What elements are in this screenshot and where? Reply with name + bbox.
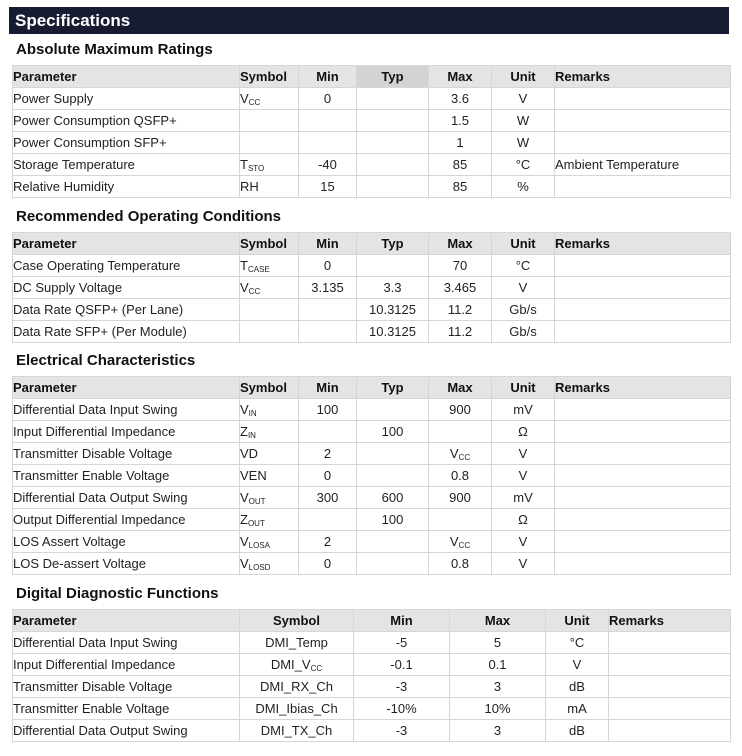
unit-cell: V [492,443,555,465]
header-max: Max [450,610,546,632]
min-cell: 0 [299,255,357,277]
header-min: Min [299,377,357,399]
max-cell: 11.2 [429,299,492,321]
parameter-cell: Transmitter Disable Voltage [13,676,240,698]
max-cell: 1 [429,132,492,154]
parameter-cell: Input Differential Impedance [13,654,240,676]
symbol-cell [240,255,299,277]
min-cell [299,110,357,132]
header-remarks: Remarks [555,66,731,88]
typ-cell [357,176,429,198]
typ-cell [357,399,429,421]
symbol-cell [240,632,354,654]
symbol-cell-subscript: CC [248,286,261,296]
table-row [13,176,731,198]
symbol-cell-main: V [240,90,249,106]
table-header [13,377,731,399]
typ-cell [357,443,429,465]
header-remarks: Remarks [555,233,731,255]
min-cell: -40 [299,154,357,176]
max-cell: 3.465 [429,277,492,299]
unit-cell: Gb/s [492,321,555,343]
unit-cell: V [492,465,555,487]
remarks-cell [555,110,731,132]
symbol-cell-subscript: CC [248,97,261,107]
symbol-cell [240,321,299,343]
table-row [13,632,731,654]
min-cell: 2 [299,443,357,465]
remarks-cell [555,531,731,553]
symbol-cell-main: DMI_V [270,656,311,672]
max-cell: 3 [450,676,546,698]
min-cell: -0.1 [354,654,450,676]
max-cell-main: V [449,533,459,549]
max-cell: 0.8 [429,553,492,575]
unit-cell: V [546,654,609,676]
parameter-cell: Data Rate QSFP+ (Per Lane) [13,299,240,321]
unit-cell: dB [546,676,609,698]
symbol-cell-subscript: OUT [247,518,265,528]
remarks-cell [555,465,731,487]
typ-cell: 10.3125 [357,321,429,343]
header-typ: Typ [357,233,429,255]
header-parameter: Parameter [13,377,240,399]
remarks-cell [555,553,731,575]
max-cell-subscript: CC [458,540,471,550]
symbol-cell-main: V [240,533,249,549]
header-max: Max [429,233,492,255]
symbol-cell [240,720,354,742]
unit-cell: V [492,531,555,553]
table-row [13,154,731,176]
min-cell [299,321,357,343]
unit-cell: mV [492,399,555,421]
max-cell: 5 [450,632,546,654]
symbol-cell [240,465,299,487]
symbol-cell-main: DMI_RX_Ch [260,678,333,694]
symbol-cell-main: T [240,257,248,273]
table-header [13,233,731,255]
symbol-cell-main: T [240,156,248,172]
parameter-cell: Output Differential Impedance [13,509,240,531]
typ-cell: 3.3 [357,277,429,299]
parameter-cell: Transmitter Enable Voltage [13,698,240,720]
max-cell: 10% [450,698,546,720]
symbol-cell-subscript: CASE [247,264,270,274]
symbol-cell-main: DMI_Ibias_Ch [255,700,338,716]
unit-cell: mV [492,487,555,509]
table-row [13,321,731,343]
typ-cell [357,465,429,487]
min-cell: 100 [299,399,357,421]
symbol-cell-subscript: LOSA [248,540,271,550]
unit-cell: °C [492,154,555,176]
symbol-cell [240,531,299,553]
min-cell [299,421,357,443]
symbol-cell-main: VD [240,445,259,461]
table-row [13,399,731,421]
section-title-absolute-maximum-ratings: Absolute Maximum Ratings [16,41,213,58]
table-row [13,255,731,277]
electrical-characteristics-table [12,376,731,575]
min-cell: -3 [354,676,450,698]
parameter-cell: Differential Data Output Swing [13,487,240,509]
table-body [13,255,731,343]
max-cell: 85 [429,176,492,198]
remarks-cell [609,698,731,720]
typ-cell [357,132,429,154]
max-cell [429,443,492,465]
unit-cell: Ω [492,509,555,531]
parameter-cell: Transmitter Disable Voltage [13,443,240,465]
symbol-cell [240,421,299,443]
min-cell: 0 [299,465,357,487]
parameter-cell: Case Operating Temperature [13,255,240,277]
max-cell: 900 [429,487,492,509]
symbol-cell-subscript: CC [310,663,323,673]
absolute-maximum-ratings-table [12,65,731,198]
unit-cell: mA [546,698,609,720]
unit-cell: % [492,176,555,198]
max-cell: 70 [429,255,492,277]
parameter-cell: LOS Assert Voltage [13,531,240,553]
min-cell: 0 [299,553,357,575]
remarks-cell [555,277,731,299]
symbol-cell [240,399,299,421]
symbol-cell [240,509,299,531]
typ-cell [357,110,429,132]
max-cell [429,421,492,443]
typ-cell: 100 [357,421,429,443]
unit-cell: W [492,110,555,132]
symbol-cell [240,654,354,676]
header-parameter: Parameter [13,66,240,88]
symbol-cell [240,88,299,110]
max-cell: 85 [429,154,492,176]
parameter-cell: Relative Humidity [13,176,240,198]
symbol-cell [240,299,299,321]
header-row [13,610,731,632]
table-row [13,299,731,321]
remarks-cell [555,255,731,277]
typ-cell [357,255,429,277]
table-row [13,110,731,132]
parameter-cell: Transmitter Enable Voltage [13,465,240,487]
typ-cell [357,553,429,575]
table-row [13,720,731,742]
remarks-cell [555,176,731,198]
max-cell [429,531,492,553]
header-unit: Unit [492,377,555,399]
digital-diagnostic-functions-table [12,609,731,742]
symbol-cell [240,698,354,720]
header-typ: Typ [357,377,429,399]
table-row [13,465,731,487]
symbol-cell-main: Z [240,511,248,527]
page-title: Specifications [9,7,729,34]
header-row [13,233,731,255]
parameter-cell: Input Differential Impedance [13,421,240,443]
parameter-cell: Differential Data Input Swing [13,632,240,654]
header-unit: Unit [492,66,555,88]
max-cell: 3 [450,720,546,742]
header-min: Min [299,233,357,255]
symbol-cell-main: V [240,555,249,571]
header-typ: Typ [357,66,429,88]
symbol-cell [240,277,299,299]
header-unit: Unit [492,233,555,255]
remarks-cell [555,321,731,343]
typ-cell: 100 [357,509,429,531]
header-row [13,66,731,88]
unit-cell: Gb/s [492,299,555,321]
max-cell: 3.6 [429,88,492,110]
unit-cell: W [492,132,555,154]
remarks-cell [555,399,731,421]
symbol-cell-subscript: STO [247,163,265,173]
symbol-cell [240,487,299,509]
min-cell: 0 [299,88,357,110]
typ-cell [357,154,429,176]
max-cell: 1.5 [429,110,492,132]
min-cell: -10% [354,698,450,720]
min-cell: 3.135 [299,277,357,299]
header-min: Min [354,610,450,632]
typ-cell [357,531,429,553]
min-cell: 300 [299,487,357,509]
header-min: Min [299,66,357,88]
table-row [13,132,731,154]
min-cell [299,509,357,531]
table-row [13,531,731,553]
section-title-digital-diagnostic-functions: Digital Diagnostic Functions [16,585,219,602]
recommended-operating-conditions-table [12,232,731,343]
typ-cell: 10.3125 [357,299,429,321]
typ-cell: 600 [357,487,429,509]
min-cell [299,132,357,154]
min-cell: -3 [354,720,450,742]
table-body [13,632,731,742]
symbol-cell-main: V [240,401,249,417]
remarks-cell [555,88,731,110]
remarks-cell [555,443,731,465]
parameter-cell: Power Supply [13,88,240,110]
symbol-cell [240,110,299,132]
parameter-cell: Differential Data Output Swing [13,720,240,742]
symbol-cell-main: RH [240,178,259,194]
symbol-cell-subscript: LOSD [248,562,271,572]
table-row [13,88,731,110]
header-parameter: Parameter [13,610,240,632]
symbol-cell-subscript: OUT [248,496,266,506]
header-remarks: Remarks [555,377,731,399]
parameter-cell: Storage Temperature [13,154,240,176]
symbol-cell-subscript: IN [248,408,257,418]
remarks-cell: Ambient Temperature [555,154,731,176]
unit-cell: V [492,277,555,299]
table-header [13,610,731,632]
min-cell: 15 [299,176,357,198]
parameter-cell: Differential Data Input Swing [13,399,240,421]
table-row [13,443,731,465]
min-cell [299,299,357,321]
section-title-electrical-characteristics: Electrical Characteristics [16,352,196,369]
unit-cell: dB [546,720,609,742]
parameter-cell: Power Consumption SFP+ [13,132,240,154]
parameter-cell: Power Consumption QSFP+ [13,110,240,132]
remarks-cell [555,509,731,531]
symbol-cell-main: V [240,489,249,505]
table-header [13,66,731,88]
header-max: Max [429,66,492,88]
header-row [13,377,731,399]
symbol-cell [240,132,299,154]
parameter-cell: LOS De-assert Voltage [13,553,240,575]
symbol-cell-main: V [240,279,249,295]
unit-cell: V [492,88,555,110]
unit-cell: °C [492,255,555,277]
table-body [13,88,731,198]
table-body [13,399,731,575]
unit-cell: V [492,553,555,575]
max-cell: 11.2 [429,321,492,343]
remarks-cell [609,720,731,742]
max-cell-main: V [449,445,459,461]
symbol-cell [240,676,354,698]
remarks-cell [609,654,731,676]
table-row [13,277,731,299]
symbol-cell-main: DMI_Temp [265,634,328,650]
header-unit: Unit [546,610,609,632]
table-row [13,676,731,698]
min-cell: -5 [354,632,450,654]
symbol-cell [240,154,299,176]
symbol-cell [240,176,299,198]
max-cell: 900 [429,399,492,421]
table-row [13,654,731,676]
table-row [13,487,731,509]
table-row [13,698,731,720]
section-title-recommended-operating-conditions: Recommended Operating Conditions [16,208,282,225]
remarks-cell [555,421,731,443]
unit-cell: Ω [492,421,555,443]
max-cell [429,509,492,531]
remarks-cell [555,487,731,509]
table-row [13,553,731,575]
symbol-cell-main: VEN [240,467,267,483]
max-cell: 0.1 [450,654,546,676]
remarks-cell [555,299,731,321]
max-cell-subscript: CC [458,452,471,462]
symbol-cell [240,553,299,575]
table-row [13,421,731,443]
header-max: Max [429,377,492,399]
header-remarks: Remarks [609,610,731,632]
remarks-cell [555,132,731,154]
unit-cell: °C [546,632,609,654]
symbol-cell [240,443,299,465]
remarks-cell [609,676,731,698]
parameter-cell: Data Rate SFP+ (Per Module) [13,321,240,343]
header-symbol: Symbol [240,66,299,88]
header-symbol: Symbol [240,377,299,399]
parameter-cell: DC Supply Voltage [13,277,240,299]
remarks-cell [609,632,731,654]
symbol-cell-subscript: IN [247,430,256,440]
header-symbol: Symbol [240,610,354,632]
symbol-cell-main: DMI_TX_Ch [260,722,333,738]
typ-cell [357,88,429,110]
header-symbol: Symbol [240,233,299,255]
table-row [13,509,731,531]
max-cell: 0.8 [429,465,492,487]
symbol-cell-main: Z [240,423,248,439]
min-cell: 2 [299,531,357,553]
header-parameter: Parameter [13,233,240,255]
